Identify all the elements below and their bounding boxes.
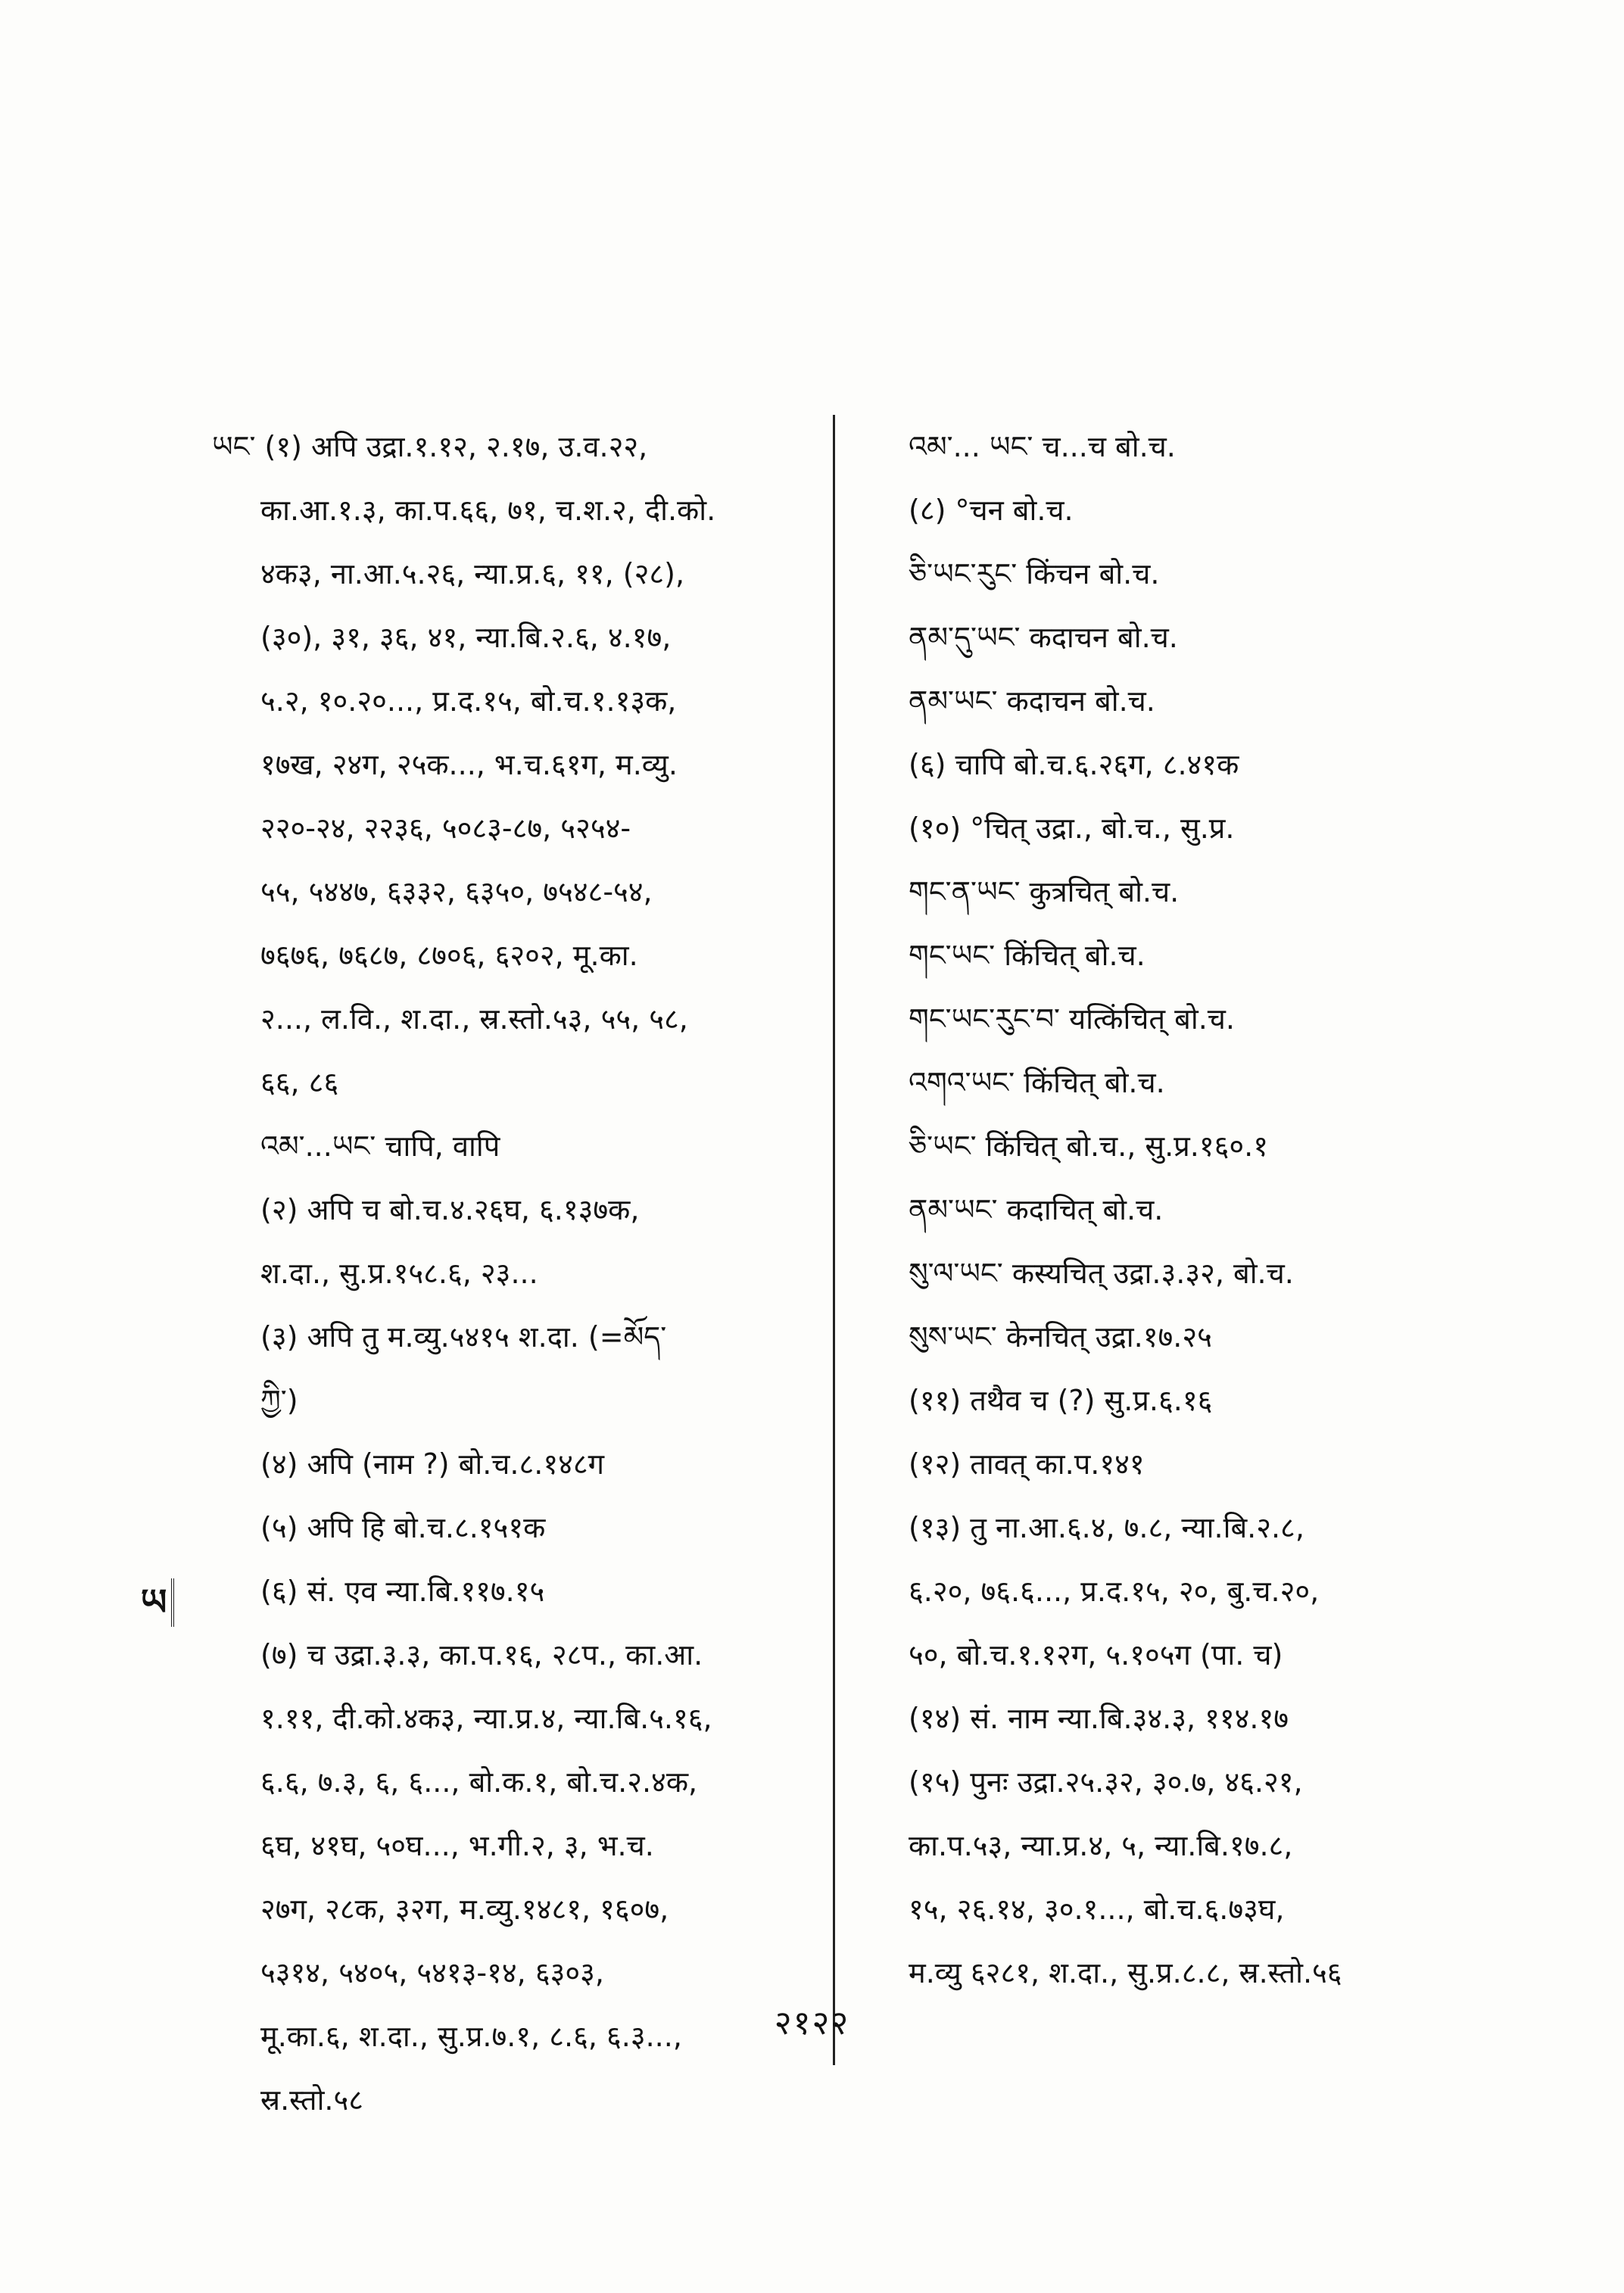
entry-line: (८) °चन बो.च.: [909, 494, 1074, 527]
entry-line: གང་ན་ཡང་ कुत्रचित् बो.च.: [909, 875, 1180, 908]
entry-line: (४) अपि (नाम ?) बो.च.८.१४८ग: [260, 1447, 605, 1481]
entry-line: १.११, दी.को.४क३, न्या.प्र.४, न्या.बि.५.१६,: [260, 1702, 712, 1735]
entry-line: का.आ.१.३, का.प.६६, ७१, च.श.२, दी.को.: [260, 494, 716, 527]
entry-line: ५.२, १०.२०..., प्र.द.१५, बो.च.१.१३क,: [260, 684, 677, 718]
entry-line: ཅི་ཡང་ किंचित् बो.च., सु.प्र.१६०.१: [909, 1129, 1268, 1163]
entry-line: (१०) °चित् उद्रा., बो.च., सु.प्र.: [909, 812, 1235, 845]
entry-line: ७६७६, ७६८७, ८७०६, ६२०२, मू.का.: [260, 939, 638, 972]
entry-line: (१२) तावत् का.प.१४१: [909, 1447, 1145, 1481]
margin-letter-marker: ཡ: [136, 1578, 174, 1627]
entry-line: (२) अपि च बो.च.४.२६घ, ६.१३७क,: [260, 1193, 640, 1226]
entry-line: २७ग, २८क, ३२ग, म.व्यु.१४८१, १६०७,: [260, 1893, 669, 1926]
entry-line: (१३) तु ना.आ.६.४, ७.८, न्या.बि.२.८,: [909, 1511, 1304, 1544]
entry-line: (६) चापि बो.च.६.२६ग, ८.४१क: [909, 748, 1239, 781]
entry-line: ཅི་ཡང་རུང་ किंचन बो.च.: [909, 557, 1160, 590]
right-column: [909, 415, 1484, 2005]
entry-line: १५, २६.१४, ३०.१..., बो.च.६.७३घ,: [909, 1893, 1285, 1926]
entry-line: (३) अपि तु म.व्यु.५४१५ श.दा. (=མོད་: [260, 1320, 667, 1354]
entry-line: म.व्यु ६२८१, श.दा., सु.प्र.८.८, स्र.स्तो.५६: [909, 1956, 1342, 1989]
entry-line: ५५, ५४४७, ६३३२, ६३५०, ७५४८-५४,: [260, 875, 653, 908]
entry-line: ཀྱི་): [260, 1384, 298, 1417]
entry-line: འམ་...ཡང་ चापि, वापि: [260, 1129, 500, 1163]
entry-line: स्र.स्तो.५८: [260, 2083, 364, 2117]
column-divider: [833, 415, 835, 2065]
entry-line: འགའ་ཡང་ किंचित् बो.च.: [909, 1066, 1165, 1099]
entry-line: ནམ་དུ་ཡང་ कदाचन बो.च.: [909, 621, 1178, 654]
entry-line: གང་ཡང་རུང་བ་ यत्किंचित् बो.च.: [909, 1002, 1235, 1036]
entry-line: (६) सं. एव न्या.बि.११७.१५: [260, 1575, 545, 1608]
page-number: २१२२: [774, 2004, 850, 2042]
entry-line: २२०-२४, २२३६, ५०८३-८७, ५२५४-: [260, 812, 631, 845]
entry-line: ६.२०, ७६.६..., प्र.द.१५, २०, बु.च.२०,: [909, 1575, 1320, 1608]
entry-line: (१४) सं. नाम न्या.बि.३४.३, ११४.१७: [909, 1702, 1289, 1735]
entry-line: (१५) पुनः उद्रा.२५.३२, ३०.७, ४६.२१,: [909, 1765, 1303, 1799]
entry-line: ५०, बो.च.१.१२ग, ५.१०५ग (पा. च): [909, 1638, 1283, 1671]
entry-line: ५३१४, ५४०५, ५४१३-१४, ६३०३,: [260, 1956, 604, 1989]
entry-line: འམ་... ཡང་ च...च बो.च.: [909, 430, 1176, 463]
entry-line: (७) च उद्रा.३.३, का.प.१६, २८प., का.आ.: [260, 1638, 703, 1671]
entry-line: ६६, ८६: [260, 1066, 339, 1099]
entry-line: ཡང་ (१) अपि उद्रा.१.१२, २.१७, उ.व.२२,: [212, 430, 648, 463]
entry-line: སུས་ཡང་ केनचित् उद्रा.१७.२५: [909, 1320, 1212, 1354]
entry-line: मू.का.६, श.दा., सु.प्र.७.१, ८.६, ६.३...,: [260, 2020, 682, 2053]
entry-line: ནམ་ཡང་ कदाचित् बो.च.: [909, 1193, 1164, 1226]
entry-line: ६घ, ४१घ, ५०घ..., भ.गी.२, ३, भ.च.: [260, 1829, 654, 1862]
entry-line: ६.६, ७.३, ६, ६..., बो.क.१, बो.च.२.४क,: [260, 1765, 698, 1799]
entry-line: (११) तथैव च (?) सु.प्र.६.१६: [909, 1384, 1213, 1417]
entry-line: का.प.५३, न्या.प्र.४, ५, न्या.बि.१७.८,: [909, 1829, 1293, 1862]
entry-line: श.दा., सु.प्र.१५८.६, २३...: [260, 1257, 538, 1290]
entry-line: १७ख, २४ग, २५क..., भ.च.६१ग, म.व्यु.: [260, 748, 678, 781]
entry-line: २..., ल.वि., श.दा., स्र.स्तो.५३, ५५, ५८,: [260, 1002, 688, 1036]
left-column: [212, 415, 810, 2132]
entry-line: སུ་ལ་ཡང་ कस्यचित् उद्रा.३.३२, बो.च.: [909, 1257, 1294, 1290]
entry-line: ནམ་ཡང་ कदाचन बो.च.: [909, 684, 1155, 718]
entry-line: (५) अपि हि बो.च.८.१५१क: [260, 1511, 546, 1544]
entry-line: (३०), ३१, ३६, ४१, न्या.बि.२.६, ४.१७,: [260, 621, 672, 654]
entry-line: ४क३, ना.आ.५.२६, न्या.प्र.६, ११, (२८),: [260, 557, 685, 590]
entry-line: གང་ཡང་ किंचित् बो.च.: [909, 939, 1146, 972]
